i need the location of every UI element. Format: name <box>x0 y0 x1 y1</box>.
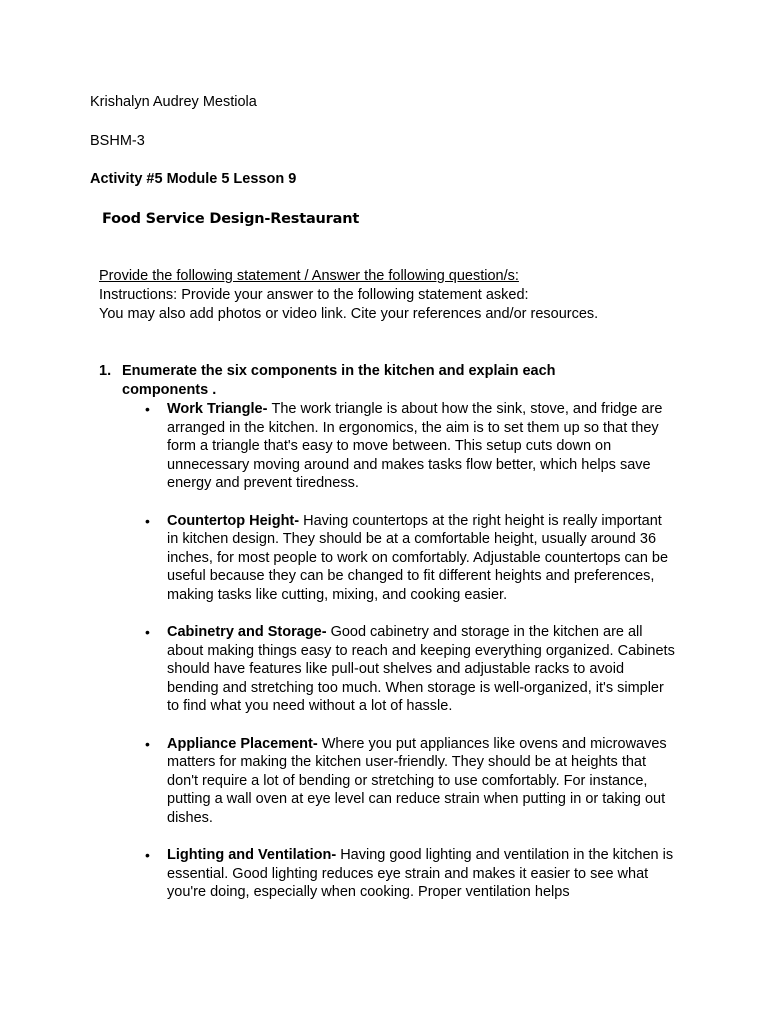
instructions-block <box>99 267 598 324</box>
list-item-work-triangle <box>145 400 675 493</box>
list-item-text: Good cabinetry and storage in the kitchen are all about making things easy to reach and keeping everything organized. Cabinets should have features like pull-out shelves and adjustable racks to avoid bending and stretching too much. When storage is well-organized, it's simpler to find what you need without a lot of hassle. <box>167 624 675 714</box>
list-item-term: Cabinetry and Storage- <box>167 624 331 640</box>
bullet-icon: • <box>145 401 150 417</box>
bullet-icon: • <box>145 512 150 529</box>
question-1 <box>99 362 619 399</box>
list-item-text: Where you put appliances like ovens and microwaves matters for making the kitchen user-friendly. They should be at heights that don't require a lot of bending or stretching to use comfortably. For instance, putting a wall oven at eye level can reduce strain when putting in or taking out dishes. <box>167 735 667 826</box>
bullet-icon: • <box>145 735 150 752</box>
bullet-icon: • <box>145 847 150 863</box>
list-item-term: Countertop Height- <box>167 512 304 529</box>
list-item-lighting-ventilation <box>145 846 675 902</box>
activity-heading: Activity #5 Module 5 Lesson 9 <box>90 171 297 187</box>
list-item-text: Having good lighting and ventilation in the kitchen is essential. Good lighting reduces eye strain and makes it easier to see what you're doing, especially when cooking. Proper ventilation helps <box>167 847 674 900</box>
question-number: 1. <box>99 363 112 379</box>
components-list <box>145 400 675 921</box>
list-item-term: Work Triangle- <box>167 401 272 417</box>
list-item-text: Having countertops at the right height is really important in kitchen design. They should be at a comfortable height, usually around 36 inches, for most people to work on comfortably. Adjustable countertops can be useful because they can be changed to fit different heights and preferences, making tasks like cutting, mixing, and cooking easier. <box>167 512 669 603</box>
list-item-text: The work triangle is about how the sink, stove, and fridge are arranged in the kitchen. In ergonomics, the aim is to set them up so that they form a triangle that's easy to move between. This setup cuts down on unnecessary moving around and makes tasks flow better, which helps save energy and prevent tiredness. <box>167 401 663 491</box>
instructions-line-2: You may also add photos or video link. Cite your references and/or resources. <box>99 306 599 322</box>
list-item-cabinetry-storage <box>145 623 675 716</box>
list-item-appliance-placement <box>145 735 675 828</box>
instructions-heading: Provide the following statement / Answer the following question/s: <box>99 268 519 284</box>
question-text: Enumerate the six components in the kitchen and explain each components . <box>122 363 556 398</box>
list-item-countertop-height <box>145 512 675 605</box>
course-code: BSHM-3 <box>90 133 145 149</box>
list-item-term: Appliance Placement- <box>167 735 322 752</box>
instructions-line-1: Instructions: Provide your answer to the following statement asked: <box>99 287 529 303</box>
bullet-icon: • <box>145 624 150 640</box>
list-item-term: Lighting and Ventilation- <box>167 847 341 863</box>
document-title: Food Service Design-Restaurant <box>102 211 360 227</box>
author-name: Krishalyn Audrey Mestiola <box>90 94 257 110</box>
